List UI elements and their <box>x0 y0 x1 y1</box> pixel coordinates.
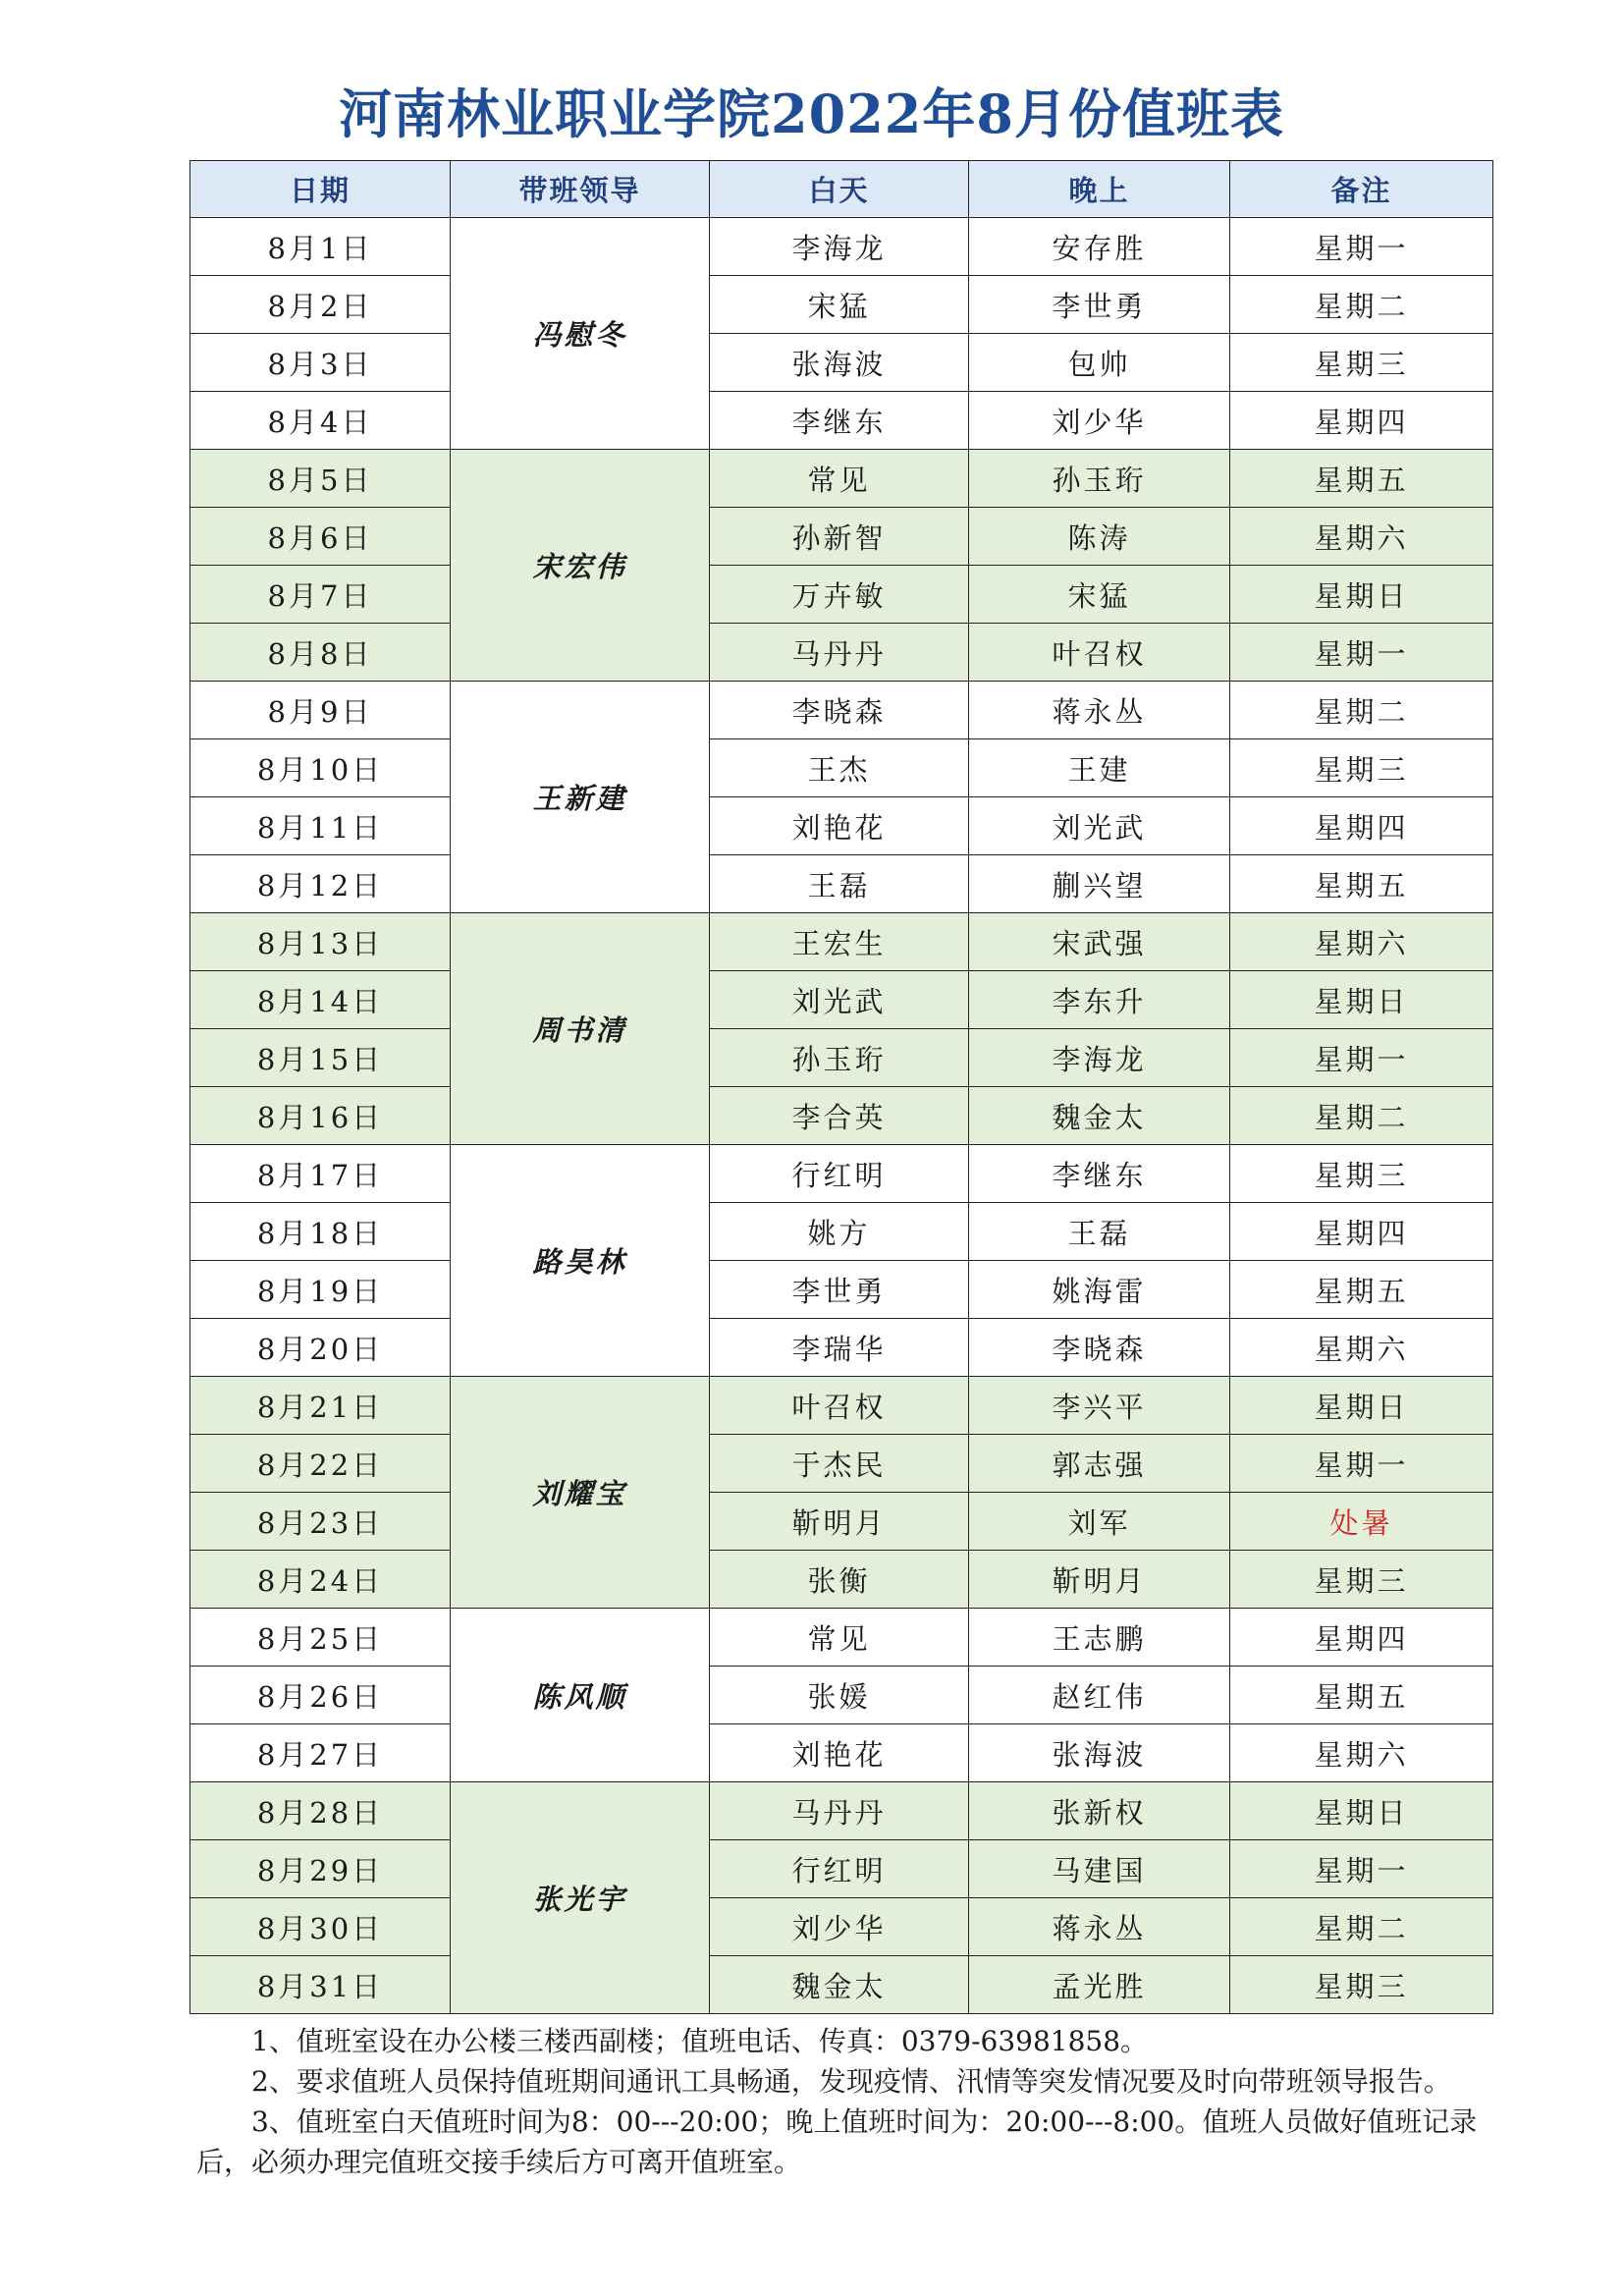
header-row <box>190 161 1493 218</box>
table-row <box>190 1435 1493 1493</box>
night-shift-cell: 魏金太 <box>969 1087 1230 1145</box>
date-cell: 8月4日 <box>190 392 451 450</box>
remarks-cell: 星期四 <box>1230 1609 1493 1667</box>
table-row <box>190 913 1493 971</box>
note-3: 3、值班室白天值班时间为8：00---20:00；晚上值班时间为：20:00---8:00。值班人员做好值班记录后，必须办理完值班交接手续后方可离开值班室。 <box>196 2105 1478 2178</box>
day-shift-cell: 孙新智 <box>710 508 969 566</box>
date-cell: 8月25日 <box>190 1609 451 1667</box>
night-shift-cell: 李海龙 <box>969 1029 1230 1087</box>
leader-cell: 宋宏伟 <box>451 450 710 682</box>
day-shift-cell: 张衡 <box>710 1551 969 1609</box>
header-remarks: 备注 <box>1230 161 1493 218</box>
date-cell: 8月12日 <box>190 855 451 913</box>
night-shift-cell: 叶召权 <box>969 624 1230 682</box>
night-shift-cell: 包帅 <box>969 334 1230 392</box>
remarks-cell: 星期四 <box>1230 797 1493 855</box>
table-row <box>190 1609 1493 1667</box>
table-row <box>190 797 1493 855</box>
night-shift-cell: 王志鹏 <box>969 1609 1230 1667</box>
leader-cell: 冯慰冬 <box>451 218 710 450</box>
night-shift-cell: 姚海雷 <box>969 1261 1230 1319</box>
leader-cell: 陈风顺 <box>451 1609 710 1782</box>
day-shift-cell: 李合英 <box>710 1087 969 1145</box>
remarks-cell: 星期四 <box>1230 1203 1493 1261</box>
day-shift-cell: 李世勇 <box>710 1261 969 1319</box>
day-shift-cell: 张海波 <box>710 334 969 392</box>
remarks-cell: 星期二 <box>1230 1898 1493 1956</box>
date-cell: 8月18日 <box>190 1203 451 1261</box>
remarks-cell: 处暑 <box>1230 1493 1493 1551</box>
day-shift-cell: 刘艳花 <box>710 1724 969 1782</box>
night-shift-cell: 蒋永丛 <box>969 1898 1230 1956</box>
date-cell: 8月19日 <box>190 1261 451 1319</box>
remarks-cell: 星期五 <box>1230 1667 1493 1724</box>
header-night-shift: 晚上 <box>969 161 1230 218</box>
date-cell: 8月28日 <box>190 1782 451 1840</box>
remarks-cell: 星期一 <box>1230 1029 1493 1087</box>
day-shift-cell: 刘艳花 <box>710 797 969 855</box>
night-shift-cell: 孟光胜 <box>969 1956 1230 2014</box>
remarks-cell: 星期六 <box>1230 913 1493 971</box>
leader-cell: 张光宇 <box>451 1782 710 2014</box>
remarks-cell: 星期五 <box>1230 1261 1493 1319</box>
day-shift-cell: 叶召权 <box>710 1377 969 1435</box>
remarks-cell: 星期三 <box>1230 1956 1493 2014</box>
remarks-cell: 星期一 <box>1230 624 1493 682</box>
table-row <box>190 1898 1493 1956</box>
day-shift-cell: 张媛 <box>710 1667 969 1724</box>
night-shift-cell: 宋猛 <box>969 566 1230 624</box>
night-shift-cell: 刘军 <box>969 1493 1230 1551</box>
leader-cell: 路昊林 <box>451 1145 710 1377</box>
note-1: 1、值班室设在办公楼三楼西副楼；值班电话、传真：0379-63981858。 <box>251 2025 1149 2057</box>
night-shift-cell: 宋武强 <box>969 913 1230 971</box>
date-cell: 8月3日 <box>190 334 451 392</box>
day-shift-cell: 行红明 <box>710 1840 969 1898</box>
remarks-cell: 星期四 <box>1230 392 1493 450</box>
table-row <box>190 1493 1493 1551</box>
night-shift-cell: 李晓森 <box>969 1319 1230 1377</box>
table-row <box>190 1261 1493 1319</box>
table-row <box>190 450 1493 508</box>
night-shift-cell: 孙玉珩 <box>969 450 1230 508</box>
duty-table <box>189 160 1493 2014</box>
night-shift-cell: 靳明月 <box>969 1551 1230 1609</box>
date-cell: 8月31日 <box>190 1956 451 2014</box>
table-row <box>190 508 1493 566</box>
table-row <box>190 682 1493 739</box>
date-cell: 8月11日 <box>190 797 451 855</box>
night-shift-cell: 马建国 <box>969 1840 1230 1898</box>
remarks-cell: 星期二 <box>1230 682 1493 739</box>
leader-cell: 刘耀宝 <box>451 1377 710 1609</box>
table-row <box>190 1203 1493 1261</box>
remarks-cell: 星期日 <box>1230 566 1493 624</box>
table-row <box>190 1724 1493 1782</box>
day-shift-cell: 王宏生 <box>710 913 969 971</box>
date-cell: 8月20日 <box>190 1319 451 1377</box>
date-cell: 8月22日 <box>190 1435 451 1493</box>
day-shift-cell: 万卉敏 <box>710 566 969 624</box>
leader-cell: 王新建 <box>451 682 710 913</box>
table-row <box>190 1667 1493 1724</box>
table-row <box>190 1782 1493 1840</box>
remarks-cell: 星期六 <box>1230 1724 1493 1782</box>
remarks-cell: 星期五 <box>1230 450 1493 508</box>
remarks-cell: 星期二 <box>1230 1087 1493 1145</box>
day-shift-cell: 靳明月 <box>710 1493 969 1551</box>
table-row <box>190 566 1493 624</box>
remarks-cell: 星期一 <box>1230 1840 1493 1898</box>
date-cell: 8月30日 <box>190 1898 451 1956</box>
date-cell: 8月6日 <box>190 508 451 566</box>
date-cell: 8月5日 <box>190 450 451 508</box>
remarks-cell: 星期日 <box>1230 971 1493 1029</box>
night-shift-cell: 张新权 <box>969 1782 1230 1840</box>
day-shift-cell: 宋猛 <box>710 276 969 334</box>
table-row <box>190 1377 1493 1435</box>
day-shift-cell: 姚方 <box>710 1203 969 1261</box>
header-day-shift: 白天 <box>710 161 969 218</box>
night-shift-cell: 张海波 <box>969 1724 1230 1782</box>
table-row <box>190 1087 1493 1145</box>
table-row <box>190 218 1493 276</box>
night-shift-cell: 王磊 <box>969 1203 1230 1261</box>
duty-table-body <box>190 218 1493 2014</box>
day-shift-cell: 马丹丹 <box>710 624 969 682</box>
date-cell: 8月14日 <box>190 971 451 1029</box>
day-shift-cell: 于杰民 <box>710 1435 969 1493</box>
table-row <box>190 739 1493 797</box>
date-cell: 8月15日 <box>190 1029 451 1087</box>
night-shift-cell: 安存胜 <box>969 218 1230 276</box>
night-shift-cell: 刘少华 <box>969 392 1230 450</box>
day-shift-cell: 刘少华 <box>710 1898 969 1956</box>
night-shift-cell: 李兴平 <box>969 1377 1230 1435</box>
table-row <box>190 1551 1493 1609</box>
date-cell: 8月26日 <box>190 1667 451 1724</box>
header-leader: 带班领导 <box>451 161 710 218</box>
date-cell: 8月29日 <box>190 1840 451 1898</box>
night-shift-cell: 蒯兴望 <box>969 855 1230 913</box>
date-cell: 8月2日 <box>190 276 451 334</box>
day-shift-cell: 孙玉珩 <box>710 1029 969 1087</box>
remarks-cell: 星期一 <box>1230 1435 1493 1493</box>
table-row <box>190 1029 1493 1087</box>
date-cell: 8月16日 <box>190 1087 451 1145</box>
date-cell: 8月8日 <box>190 624 451 682</box>
date-cell: 8月24日 <box>190 1551 451 1609</box>
date-cell: 8月10日 <box>190 739 451 797</box>
date-cell: 8月13日 <box>190 913 451 971</box>
remarks-cell: 星期三 <box>1230 1145 1493 1203</box>
night-shift-cell: 刘光武 <box>969 797 1230 855</box>
table-row <box>190 392 1493 450</box>
remarks-cell: 星期三 <box>1230 334 1493 392</box>
day-shift-cell: 李瑞华 <box>710 1319 969 1377</box>
remarks-cell: 星期一 <box>1230 218 1493 276</box>
table-row <box>190 971 1493 1029</box>
day-shift-cell: 王杰 <box>710 739 969 797</box>
day-shift-cell: 魏金太 <box>710 1956 969 2014</box>
table-row <box>190 1319 1493 1377</box>
night-shift-cell: 蒋永丛 <box>969 682 1230 739</box>
night-shift-cell: 赵红伟 <box>969 1667 1230 1724</box>
table-row <box>190 334 1493 392</box>
remarks-cell: 星期六 <box>1230 1319 1493 1377</box>
day-shift-cell: 李继东 <box>710 392 969 450</box>
table-row <box>190 1840 1493 1898</box>
night-shift-cell: 陈涛 <box>969 508 1230 566</box>
day-shift-cell: 常见 <box>710 450 969 508</box>
day-shift-cell: 李晓森 <box>710 682 969 739</box>
day-shift-cell: 李海龙 <box>710 218 969 276</box>
night-shift-cell: 郭志强 <box>969 1435 1230 1493</box>
remarks-cell: 星期五 <box>1230 855 1493 913</box>
night-shift-cell: 王建 <box>969 739 1230 797</box>
remarks-cell: 星期日 <box>1230 1377 1493 1435</box>
table-row <box>190 855 1493 913</box>
night-shift-cell: 李继东 <box>969 1145 1230 1203</box>
date-cell: 8月1日 <box>190 218 451 276</box>
remarks-cell: 星期三 <box>1230 1551 1493 1609</box>
page-title: 河南林业职业学院2022年8月份值班表 <box>339 82 1284 145</box>
day-shift-cell: 王磊 <box>710 855 969 913</box>
day-shift-cell: 常见 <box>710 1609 969 1667</box>
header-date: 日期 <box>190 161 451 218</box>
night-shift-cell: 李世勇 <box>969 276 1230 334</box>
day-shift-cell: 刘光武 <box>710 971 969 1029</box>
day-shift-cell: 行红明 <box>710 1145 969 1203</box>
date-cell: 8月21日 <box>190 1377 451 1435</box>
table-row <box>190 1145 1493 1203</box>
table-row <box>190 624 1493 682</box>
leader-cell: 周书清 <box>451 913 710 1145</box>
date-cell: 8月7日 <box>190 566 451 624</box>
table-row <box>190 276 1493 334</box>
night-shift-cell: 李东升 <box>969 971 1230 1029</box>
notes-section <box>196 2021 1483 2182</box>
date-cell: 8月27日 <box>190 1724 451 1782</box>
date-cell: 8月9日 <box>190 682 451 739</box>
day-shift-cell: 马丹丹 <box>710 1782 969 1840</box>
remarks-cell: 星期六 <box>1230 508 1493 566</box>
date-cell: 8月17日 <box>190 1145 451 1203</box>
remarks-cell: 星期三 <box>1230 739 1493 797</box>
note-2: 2、要求值班人员保持值班期间通讯工具畅通，发现疫情、汛情等突发情况要及时向带班领导报告。 <box>251 2065 1451 2098</box>
table-row <box>190 1956 1493 2014</box>
remarks-cell: 星期二 <box>1230 276 1493 334</box>
remarks-cell: 星期日 <box>1230 1782 1493 1840</box>
date-cell: 8月23日 <box>190 1493 451 1551</box>
